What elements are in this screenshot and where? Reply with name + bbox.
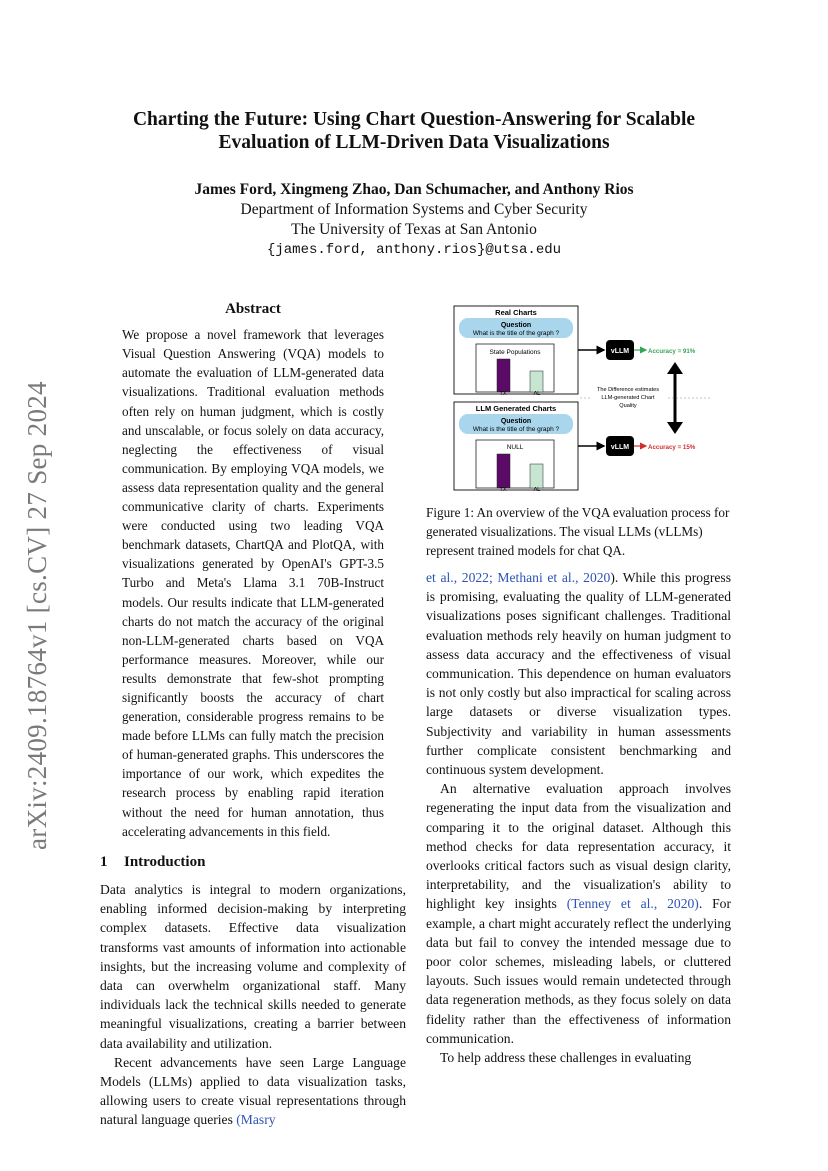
abstract-heading: Abstract: [225, 301, 281, 317]
double-arrow-down: [667, 422, 683, 434]
difference-line-1: The Difference estimates: [596, 387, 660, 393]
abstract-text: We propose a novel framework that leverages Visual Question Answering (VQA) models to automate the evaluation of LLM-generated data visualizations. Traditional evaluation methods often rely on human judgment, which is costly and unscalable, or focus solely on data accuracy, neglecting the effectiveness of visual communication. By employing VQA models, we assess data representation quality and the general communicative clarity of charts. Experiments were conducted using two leading VQA benchmark datasets, ChartQA and PlotQA, with visualizations generated by OpenAI's GPT-3.5 Turbo and Meta's Llama 3.1 70B-Instruct models. Our results indicate that LLM-generated charts do not match the accuracy of the original non-LLM-generated charts based on VQA performance measures. Moreover, while our results demonstrate that few-shot prompting significantly boosts the accuracy of chart generation, considerable progress remains to be made before LLMs can fully match the precision of human-generated graphs. This underscores the importance of our work, which expedites the research process by enabling rapid iteration without the need for human annotation, thus accelerating advancements in this field.: [122, 327, 384, 839]
right-p2-rest: . For example, a chart might accurately reflect the underlying data but fail to convey the intended message due to poor color schemes, misleading labels, or cluttered layouts. Such issues would remain undetected through data regeneration methods, as they focus solely on data fidelity rather than the effectiveness of information communication.: [426, 896, 731, 1046]
citation-link-masry[interactable]: (Masry: [236, 1112, 276, 1128]
real-bar-tx: [497, 359, 510, 392]
right-paragraph-1: [426, 568, 731, 779]
generated-charts-title: LLM Generated Charts: [475, 404, 557, 413]
right-p2-text: An alternative evaluation approach involves regenerating the input data from the visualization and comparing it to the original dataset. Although this method checks for data representation accuracy, it overlooks critical factors such as visual design clarity, interpretability, and the visualization's ability to highlight key insights: [426, 781, 731, 912]
vllm-label-generated: vLLM: [610, 444, 630, 451]
real-bar-al: [530, 371, 543, 392]
double-arrow-up: [667, 362, 683, 374]
right-paragraph-2: [426, 779, 731, 1048]
right-p1-text: ). While this progress is promising, evaluating the quality of LLM-generated visualizations poses significant challenges. Traditional evaluation methods rely heavily on human judgment to assess data accuracy and the effectiveness of visual communication. This dependence on human evaluators is not only costly but also impractical for scaling across large datasets or diverse visualization types. Subjectivity and variability in human assessments further complicate consistent benchmarking and continuous system development.: [426, 570, 731, 778]
citation-link-masry-methani[interactable]: et al., 2022; Methani et al., 2020: [426, 570, 611, 585]
figure-1-diagram: [452, 304, 712, 494]
real-label-tx: TX: [499, 391, 507, 397]
affiliation-department: Department of Information Systems and Cyber Security: [240, 201, 588, 218]
section-heading-introduction: [100, 853, 406, 872]
intro-p2-text: Recent advancements have seen Large Language Models (LLMs) applied to data visualization tasks, allowing users to create visual representations through natural language queries: [100, 1054, 406, 1128]
accuracy-generated: Accuracy = 15%: [648, 444, 696, 451]
citation-link-tenney[interactable]: (Tenney et al., 2020): [566, 896, 699, 912]
right-column: [426, 568, 731, 1067]
arxiv-identifier: arXiv:2409.18764v1 [cs.CV] 27 Sep 2024: [22, 381, 52, 850]
title-line-2: Evaluation of LLM-Driven Data Visualizations: [218, 132, 610, 153]
generated-label-al: AL: [533, 487, 541, 493]
difference-line-2: LLM-generated Chart: [601, 395, 655, 401]
question-text-generated: What is the title of the graph ?: [472, 426, 560, 433]
real-label-al: AL: [533, 391, 541, 397]
real-charts-title: Real Charts: [495, 308, 537, 317]
paper-title: [100, 108, 728, 154]
question-label-real: Question: [500, 322, 532, 329]
generated-chart-title: NULL: [506, 444, 524, 451]
intro-paragraph-2: [100, 1053, 406, 1130]
real-chart-title: State Populations: [489, 349, 541, 356]
generated-label-tx: TX: [499, 487, 507, 493]
difference-line-3: Quality: [619, 403, 637, 409]
section-number: 1: [100, 853, 108, 870]
left-column: [100, 300, 406, 1130]
generated-bar-al: [530, 464, 543, 488]
author-names: James Ford, Xingmeng Zhao, Dan Schumacher, and Anthony Rios: [194, 181, 634, 198]
intro-paragraph-1: Data analytics is integral to modern organizations, enabling informed decision-making by interpreting complex datasets. Effective data visualization transforms vast amounts of information into actionable insights, but the increasing volume and complexity of data can overwhelm organizational staff. Many individuals lack the technical skills needed to generate meaningful visualizations, creating a barrier between data availability and utilization.: [100, 881, 406, 1051]
question-text-real: What is the title of the graph ?: [472, 330, 560, 337]
section-title: Introduction: [124, 853, 206, 870]
figure-1-caption: Figure 1: An overview of the VQA evaluation process for generated visualizations. The visual LLMs (vLLMs) represent trained models for chat QA.: [426, 505, 730, 558]
figure-1: [452, 304, 712, 494]
right-paragraph-3: To help address these challenges in evaluating: [440, 1050, 692, 1066]
author-block: [100, 180, 728, 260]
author-emails: {james.ford, anthony.rios}@utsa.edu: [266, 242, 562, 258]
title-line-1: Charting the Future: Using Chart Question-Answering for Scalable: [132, 109, 696, 130]
generated-bar-tx: [497, 454, 510, 488]
vllm-label-real: vLLM: [610, 348, 630, 355]
question-label-generated: Question: [500, 418, 532, 425]
affiliation-university: The University of Texas at San Antonio: [291, 221, 537, 238]
accuracy-real: Accuracy = 91%: [648, 348, 696, 355]
